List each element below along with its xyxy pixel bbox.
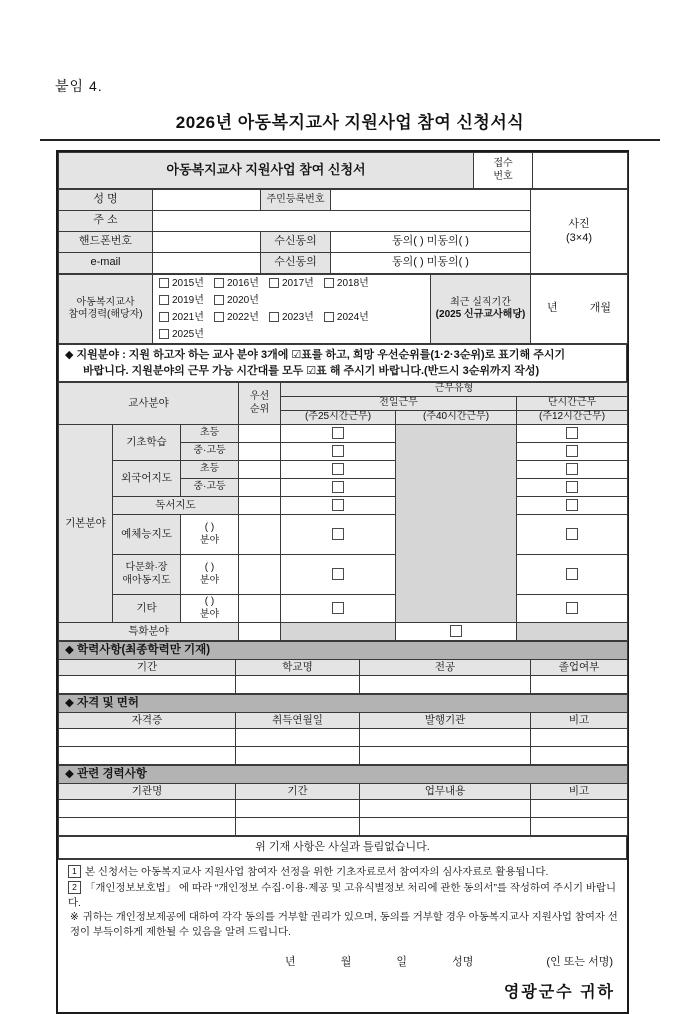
checkbox-icon[interactable] bbox=[332, 499, 344, 511]
year-checkbox-2019[interactable]: 2019년 bbox=[159, 292, 204, 309]
checkbox-icon[interactable] bbox=[332, 445, 344, 457]
education-col-graduation: 졸업여부 bbox=[531, 660, 628, 676]
checkbox-w25-reading[interactable] bbox=[281, 497, 396, 515]
year-checkbox-2023[interactable]: 2023년 bbox=[269, 309, 314, 326]
checkbox-w12-basic-elem[interactable] bbox=[517, 425, 628, 443]
name-input-cell[interactable] bbox=[153, 190, 261, 211]
notes-signature-block bbox=[58, 859, 627, 1012]
phone-input-cell[interactable] bbox=[153, 232, 261, 253]
year-checkbox-2018[interactable]: 2018년 bbox=[324, 275, 369, 292]
year-checkbox-2024[interactable]: 2024년 bbox=[324, 309, 369, 326]
page-title: 2026년 아동복지교사 지원사업 참여 신청서식 bbox=[175, 113, 525, 132]
license-col-cert: 자격증 bbox=[59, 713, 236, 729]
priority-input-cell[interactable] bbox=[239, 425, 281, 443]
note-number-box: 1 bbox=[68, 865, 81, 878]
checkbox-icon[interactable] bbox=[159, 312, 169, 322]
year-checkbox-2015[interactable]: 2015년 bbox=[159, 275, 204, 292]
notes bbox=[58, 860, 627, 943]
w40-header: (주40시간근무) bbox=[396, 411, 517, 425]
form-header-table bbox=[58, 152, 628, 189]
license-date-input[interactable] bbox=[236, 747, 360, 765]
checkbox-icon[interactable] bbox=[332, 568, 344, 580]
priority-header: 우선 순위 bbox=[239, 383, 281, 425]
etc-label: 기타 bbox=[113, 595, 181, 623]
checkbox-w25-basic-mid[interactable] bbox=[281, 443, 396, 461]
checkbox-w25-basic-elem[interactable] bbox=[281, 425, 396, 443]
note-item: 2 「개인정보보호법」 에 따라 “개인정보 수집·이용·제공 및 고유식별정보 처리에 관한 동의서”를 작성하여 주시기 바랍니다. bbox=[68, 881, 616, 909]
basic-field-group-label: 기본분야 bbox=[59, 425, 113, 623]
name-label: 성 명 bbox=[59, 190, 153, 211]
multicultural-field-input-cell[interactable]: ( ) 분야 bbox=[181, 555, 239, 595]
checkbox-icon[interactable] bbox=[566, 568, 578, 580]
career-note-input[interactable] bbox=[531, 800, 628, 818]
participation-history-table bbox=[58, 274, 628, 344]
sig-month[interactable]: 월 bbox=[340, 955, 352, 968]
priority-input-cell[interactable] bbox=[239, 497, 281, 515]
year-checkbox-2020[interactable]: 2020년 bbox=[214, 292, 259, 309]
career-duty-input[interactable] bbox=[360, 800, 531, 818]
license-issuer-input[interactable] bbox=[360, 729, 531, 747]
priority-input-cell[interactable] bbox=[239, 461, 281, 479]
checkbox-icon[interactable] bbox=[566, 528, 578, 540]
checkbox-icon[interactable] bbox=[566, 481, 578, 493]
special-w25-disabled bbox=[281, 623, 396, 641]
checkbox-icon[interactable] bbox=[269, 312, 279, 322]
basic-education-label: 기초학습 bbox=[113, 425, 181, 461]
checkbox-w12-multicultural[interactable] bbox=[517, 555, 628, 595]
checkbox-icon[interactable] bbox=[450, 625, 462, 637]
rrn-input-cell[interactable] bbox=[331, 190, 531, 211]
license-col-issuer: 발행기관 bbox=[360, 713, 531, 729]
checkbox-w12-reading[interactable] bbox=[517, 497, 628, 515]
priority-input-cell[interactable] bbox=[239, 555, 281, 595]
checkbox-icon[interactable] bbox=[159, 295, 169, 305]
education-col-major: 전공 bbox=[360, 660, 531, 676]
checkbox-w12-foreign-mid[interactable] bbox=[517, 479, 628, 497]
priority-input-cell[interactable] bbox=[239, 515, 281, 555]
declaration-table bbox=[58, 836, 627, 859]
sig-seal-label: (인 또는 서명) bbox=[546, 955, 613, 968]
w40-disabled-area bbox=[396, 425, 517, 623]
application-notice: ◆ 지원분야 : 지원 하고자 하는 교사 분야 3개에 ☑표를 하고, 희망 우선순위를(1·2·3순위)로 표기해 주시기 바랍니다. 지원분야의 근무 가능 시간대를 모두 ☑표 해 주시기 바랍니다.(반드시 3순위까지 작성) bbox=[59, 345, 627, 382]
career-org-input[interactable] bbox=[59, 818, 236, 836]
email-input-cell[interactable] bbox=[153, 253, 261, 274]
career-period-input[interactable] bbox=[236, 818, 360, 836]
receipt-number-label: 접수 번호 bbox=[474, 153, 533, 189]
license-issuer-input[interactable] bbox=[360, 747, 531, 765]
priority-input-cell[interactable] bbox=[239, 443, 281, 461]
career-org-input[interactable] bbox=[59, 800, 236, 818]
checkbox-icon[interactable] bbox=[214, 312, 224, 322]
arts-field-input-cell[interactable]: ( ) 분야 bbox=[181, 515, 239, 555]
email-consent-options[interactable]: 동의( ) 미동의( ) bbox=[331, 253, 531, 274]
checkbox-icon[interactable] bbox=[332, 463, 344, 475]
checkbox-icon[interactable] bbox=[566, 499, 578, 511]
sig-day[interactable]: 일 bbox=[396, 955, 408, 968]
checkbox-icon[interactable] bbox=[332, 481, 344, 493]
basic-edu-middle-label: 중·고등 bbox=[181, 443, 239, 461]
license-note-input[interactable] bbox=[531, 747, 628, 765]
year-checkbox-2022[interactable]: 2022년 bbox=[214, 309, 259, 326]
license-col-note: 비고 bbox=[531, 713, 628, 729]
special-w12-disabled bbox=[517, 623, 628, 641]
checkbox-w25-foreign-mid[interactable] bbox=[281, 479, 396, 497]
license-col-date: 취득연월일 bbox=[236, 713, 360, 729]
etc-field-input-cell[interactable]: ( ) 분야 bbox=[181, 595, 239, 623]
education-section-title: ◆ 학력사항(최종학력만 기재) bbox=[59, 642, 628, 660]
checkbox-w25-etc[interactable] bbox=[281, 595, 396, 623]
career-col-period: 기간 bbox=[236, 784, 360, 800]
photo-box: 사진 (3×4) bbox=[531, 190, 628, 274]
sig-year[interactable]: 년 bbox=[284, 955, 296, 968]
checkbox-w40-special[interactable] bbox=[396, 623, 517, 641]
note-item: ※ 귀하는 개인정보제공에 대하여 각각 동의를 거부할 권리가 있으며, 동의를 거부할 경우 아동복지교사 지원사업 참여자 선정이 부득이하게 제한될 수 있음을 알려 드립니다. bbox=[70, 912, 618, 939]
education-section bbox=[58, 641, 628, 694]
license-cert-input[interactable] bbox=[59, 747, 236, 765]
personal-info-table bbox=[58, 189, 628, 274]
reading-guidance-label: 독서지도 bbox=[113, 497, 239, 515]
shorttime-header: 단시간근무 bbox=[517, 397, 628, 411]
checkbox-icon[interactable] bbox=[214, 278, 224, 288]
education-period-input[interactable] bbox=[59, 676, 236, 694]
career-section bbox=[58, 765, 628, 836]
education-col-school: 학교명 bbox=[236, 660, 360, 676]
phone-consent-options[interactable]: 동의( ) 미동의( ) bbox=[331, 232, 531, 253]
checkbox-w12-etc[interactable] bbox=[517, 595, 628, 623]
checkbox-icon[interactable] bbox=[214, 295, 224, 305]
career-period-input[interactable] bbox=[236, 800, 360, 818]
education-school-input[interactable] bbox=[236, 676, 360, 694]
license-cert-input[interactable] bbox=[59, 729, 236, 747]
priority-input-cell[interactable] bbox=[239, 623, 281, 641]
career-empty-row bbox=[59, 800, 628, 818]
form-title: 아동복지교사 지원사업 참여 신청서 bbox=[59, 153, 474, 189]
foreign-elementary-label: 초등 bbox=[181, 461, 239, 479]
address-label: 주 소 bbox=[59, 211, 153, 232]
career-empty-row bbox=[59, 818, 628, 836]
license-section bbox=[58, 694, 628, 765]
checkbox-w12-basic-mid[interactable] bbox=[517, 443, 628, 461]
license-section-title: ◆ 자격 및 면허 bbox=[59, 695, 628, 713]
license-date-input[interactable] bbox=[236, 729, 360, 747]
checkbox-w12-foreign-elem[interactable] bbox=[517, 461, 628, 479]
field-selection-grid bbox=[58, 382, 628, 641]
education-empty-row bbox=[59, 676, 628, 694]
checkbox-icon[interactable] bbox=[159, 329, 169, 339]
license-note-input[interactable] bbox=[531, 729, 628, 747]
receipt-number-input-cell[interactable] bbox=[533, 153, 628, 189]
phone-label: 핸드폰번호 bbox=[59, 232, 153, 253]
note-item: 1 본 신청서는 아동복지교사 지원사업 참여자 선정을 위한 기초자료로서 참여자의 심사자료로 활용됩니다. bbox=[68, 865, 619, 881]
priority-input-cell[interactable] bbox=[239, 479, 281, 497]
note-number-box: 2 bbox=[68, 881, 81, 894]
sig-name-label[interactable]: 성명 bbox=[452, 955, 474, 968]
application-form bbox=[56, 150, 629, 1014]
checkbox-icon[interactable] bbox=[332, 427, 344, 439]
foreign-language-label: 외국어지도 bbox=[113, 461, 181, 497]
career-col-org: 기관명 bbox=[59, 784, 236, 800]
email-label: e-mail bbox=[59, 253, 153, 274]
education-graduation-input[interactable] bbox=[531, 676, 628, 694]
foreign-middle-label: 중·고등 bbox=[181, 479, 239, 497]
checkbox-icon[interactable] bbox=[159, 278, 169, 288]
unemployment-duration-input-cell[interactable]: 년 개월 bbox=[531, 275, 628, 344]
career-col-duty: 업무내용 bbox=[360, 784, 531, 800]
year-checkbox-2017[interactable]: 2017년 bbox=[269, 275, 314, 292]
checkbox-w25-multicultural[interactable] bbox=[281, 555, 396, 595]
email-consent-label: 수신동의 bbox=[261, 253, 331, 274]
special-field-label: 특화분야 bbox=[59, 623, 239, 641]
career-section-title: ◆ 관련 경력사항 bbox=[59, 766, 628, 784]
checkbox-w25-arts[interactable] bbox=[281, 515, 396, 555]
checkbox-w25-foreign-elem[interactable] bbox=[281, 461, 396, 479]
recent-unemployment-label: 최근 실직기간 (2025 신규교사해당) bbox=[431, 275, 531, 344]
career-duty-input[interactable] bbox=[360, 818, 531, 836]
arts-guidance-label: 예체능지도 bbox=[113, 515, 181, 555]
w12-header: (주12시간근무) bbox=[517, 411, 628, 425]
title-divider bbox=[40, 139, 660, 141]
notice-table bbox=[58, 344, 627, 382]
career-note-input[interactable] bbox=[531, 818, 628, 836]
education-col-period: 기간 bbox=[59, 660, 236, 676]
year-checkbox-2021[interactable]: 2021년 bbox=[159, 309, 204, 326]
year-checkbox-2025[interactable]: 2025년 bbox=[159, 326, 204, 343]
education-major-input[interactable] bbox=[360, 676, 531, 694]
year-checkbox-2016[interactable]: 2016년 bbox=[214, 275, 259, 292]
recipient: 영광군수 귀하 bbox=[503, 983, 615, 1001]
checkbox-icon[interactable] bbox=[324, 278, 334, 288]
checkbox-icon[interactable] bbox=[269, 278, 279, 288]
checkbox-icon[interactable] bbox=[332, 528, 344, 540]
checkbox-icon[interactable] bbox=[566, 463, 578, 475]
phone-consent-label: 수신동의 bbox=[261, 232, 331, 253]
license-empty-row bbox=[59, 747, 628, 765]
checkbox-icon[interactable] bbox=[566, 445, 578, 457]
checkbox-icon[interactable] bbox=[324, 312, 334, 322]
attachment-label: 붙임 4. bbox=[55, 78, 103, 94]
teacher-field-header: 교사분야 bbox=[59, 383, 239, 425]
checkbox-icon[interactable] bbox=[566, 602, 578, 614]
fulltime-header: 전일근무 bbox=[281, 397, 517, 411]
rrn-label: 주민등록번호 bbox=[261, 190, 331, 211]
history-label: 아동복지교사 참여경력(해당자) bbox=[59, 275, 153, 344]
address-input-cell[interactable] bbox=[153, 211, 531, 232]
w25-header: (주25시간근무) bbox=[281, 411, 396, 425]
license-empty-row bbox=[59, 729, 628, 747]
multicultural-disabled-label: 다문화·장 애아동지도 bbox=[113, 555, 181, 595]
checkbox-icon[interactable] bbox=[566, 427, 578, 439]
declaration-text: 위 기재 사항은 사실과 틀림없습니다. bbox=[59, 837, 627, 859]
signature-line bbox=[58, 943, 627, 969]
basic-edu-elementary-label: 초등 bbox=[181, 425, 239, 443]
worktype-header: 근무유형 bbox=[281, 383, 628, 397]
note-asterisk: ※ bbox=[70, 912, 79, 924]
history-year-checkboxes bbox=[153, 275, 431, 344]
priority-input-cell[interactable] bbox=[239, 595, 281, 623]
checkbox-icon[interactable] bbox=[332, 602, 344, 614]
career-col-note: 비고 bbox=[531, 784, 628, 800]
checkbox-w12-arts[interactable] bbox=[517, 515, 628, 555]
